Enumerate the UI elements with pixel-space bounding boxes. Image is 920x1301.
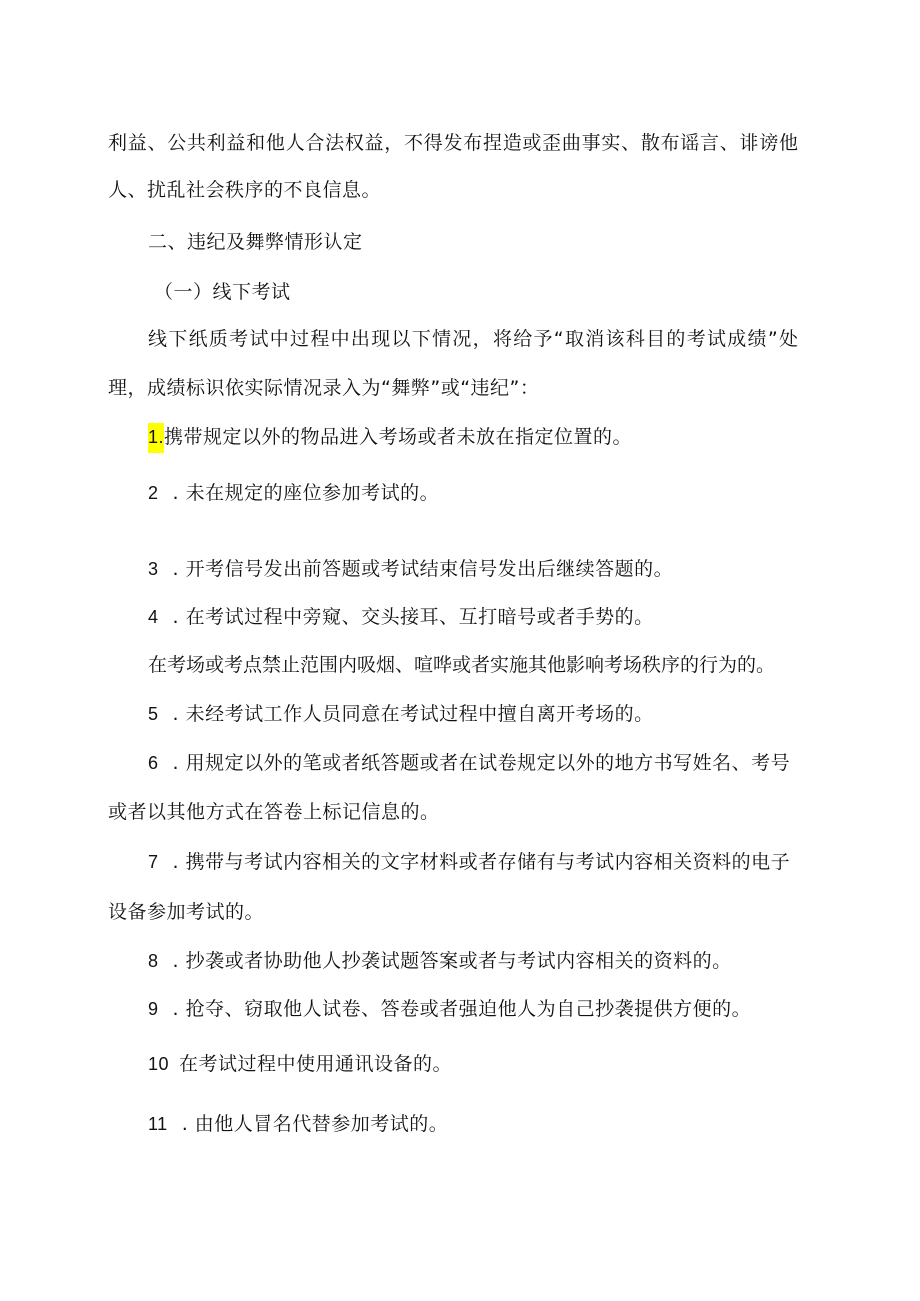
list-item-text: . 抢夺、窃取他人试卷、答卷或者强迫他人为自己抄袭提供方便的。 — [172, 998, 752, 1020]
list-item-text: . 开考信号发出前答题或考试结束信号发出后继续答题的。 — [172, 558, 674, 580]
section-heading-2: 二、违纪及舞弊情形认定 — [148, 231, 363, 253]
list-item-text: . 未经考试工作人员同意在考试过程中擅自离开考场的。 — [172, 703, 654, 725]
list-item — [148, 481, 439, 505]
intro-line-1: 利益、公共利益和他人合法权益，不得发布捏造或歪曲事实、散布谣言、诽谤他 — [108, 132, 798, 154]
list-item — [148, 425, 632, 449]
list-item-continuation: 或者以其他方式在答卷上标记信息的。 — [108, 801, 440, 823]
subsection-heading-1: （一）线下考试 — [154, 281, 291, 303]
list-item-text: . 用规定以外的笔或者纸答题或者在试卷规定以外的地方书写姓名、考号 — [172, 752, 791, 774]
list-item — [148, 997, 751, 1021]
list-item-text: . 抄袭或者协助他人抄袭试题答案或者与考试内容相关的资料的。 — [172, 950, 732, 972]
list-item — [148, 1112, 448, 1136]
intro-line-2: 人、扰乱社会秩序的不良信息。 — [108, 179, 382, 201]
list-item-text: . 未在规定的座位参加考试的。 — [172, 482, 440, 504]
list-item-number: 4 — [148, 607, 159, 627]
list-item-text: 在考试过程中使用通讯设备的。 — [179, 1053, 453, 1075]
list-item — [148, 949, 732, 973]
list-item-unnumbered: 在考场或考点禁止范围内吸烟、喧哗或者实施其他影响考场秩序的行为的。 — [148, 654, 776, 676]
list-item — [148, 702, 654, 726]
list-item-number: 5 — [148, 704, 159, 724]
highlighted-item-number: 1. — [148, 423, 164, 453]
list-item — [148, 605, 654, 629]
list-item — [148, 850, 790, 874]
list-item-number: 11 — [148, 1114, 168, 1134]
lead-line-2: 理，成绩标识依实际情况录入为“舞弊”或“违纪”： — [108, 377, 540, 399]
list-item-number: 9 — [148, 999, 159, 1019]
list-item-text: . 由他人冒名代替参加考试的。 — [181, 1113, 449, 1135]
list-item-text: . 携带与考试内容相关的文字材料或者存储有与考试内容相关资料的电子 — [172, 851, 791, 873]
list-item-number: 3 — [148, 559, 159, 579]
list-item-number: 7 — [148, 852, 159, 872]
list-item-continuation: 设备参加考试的。 — [108, 901, 265, 923]
list-item-text: 携带规定以外的物品进入考场或者未放在指定位置的。 — [164, 426, 633, 448]
lead-line-1: 线下纸质考试中过程中出现以下情况，将给予“取消该科目的考试成绩”处 — [148, 328, 798, 350]
list-item — [148, 751, 790, 775]
list-item-text: . 在考试过程中旁窥、交头接耳、互打暗号或者手势的。 — [172, 606, 654, 628]
list-item-number: 8 — [148, 951, 159, 971]
list-item — [148, 557, 673, 581]
list-item — [148, 1052, 452, 1076]
list-item-number: 6 — [148, 753, 159, 773]
list-item-number: 2 — [148, 483, 159, 503]
list-item-number: 10 — [148, 1054, 170, 1074]
